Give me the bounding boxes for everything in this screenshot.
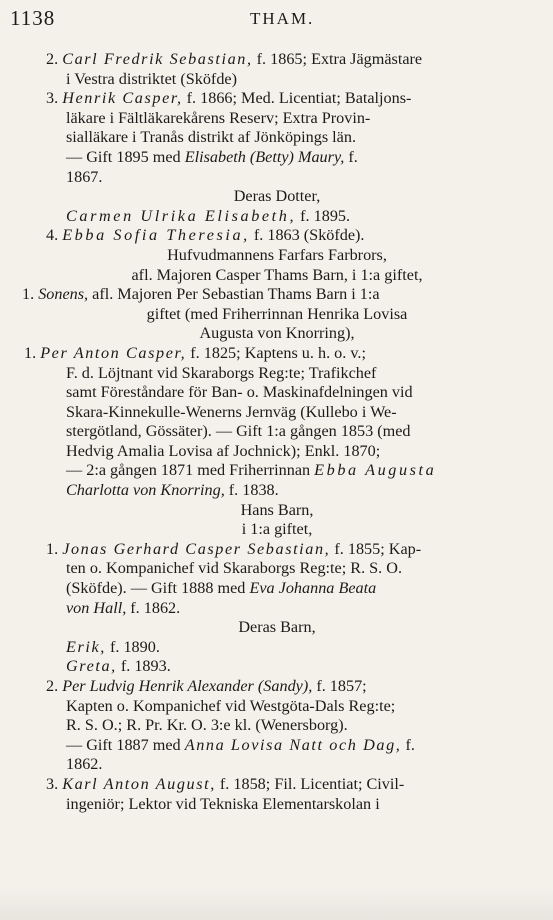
running-title: THAM. [250, 9, 315, 28]
section-heading: afl. Majoren Casper Thams Barn, i 1:a giftet, [131, 265, 423, 284]
person-name: Eva Johanna Beata [249, 579, 377, 598]
person-name: Sonens, [38, 285, 89, 304]
entry-line: 1. Jonas Gerhard Casper Sebastian, f. 1855; Kap- [46, 539, 422, 558]
entry-line: Carmen Ulrika Elisabeth, f. 1895. [66, 206, 351, 225]
person-name: Carl Fredrik Sebastian, [62, 50, 253, 68]
entry-line: Skara-Kinnekulle-Wenerns Jernväg (Kullebo i We- [66, 402, 397, 421]
person-name: Henrik Casper, [62, 89, 183, 108]
entry-line: Charlotta von Knorring, f. 1838. [66, 481, 279, 500]
entry-line: 1867. [66, 167, 103, 186]
page-number: 1138 [10, 6, 56, 30]
entry-line: Greta, f. 1893. [66, 657, 171, 676]
entry-line: i Vestra distriktet (Sköfde) [66, 69, 237, 88]
entry-line: von Hall, f. 1862. [66, 598, 181, 617]
entry-line: 2. Per Ludvig Henrik Alexander (Sandy), f. 1857; [46, 677, 367, 695]
entry-line: 4. Ebba Sofia Theresia, f. 1863 (Sköfde). [46, 226, 365, 245]
entry-line: 2. Carl Fredrik Sebastian, f. 1865; Extra Jägmästare [46, 50, 423, 68]
section-heading: Deras Barn, [238, 618, 316, 637]
section-heading: Hufvudmannens Farfars Farbrors, [167, 245, 387, 264]
entry-line: R. S. O.; R. Pr. Kr. O. 3:e kl. (Wenersborg). [66, 716, 348, 735]
entry-line: stergötland, Gössäter). — Gift 1:a gången 1853 (med [66, 422, 411, 441]
entry-line: giftet (med Friherrinnan Henrika Lovisa [146, 304, 408, 323]
person-name: Ebba Augusta [314, 461, 437, 480]
person-name: Per Anton Casper, [40, 343, 187, 362]
section-heading: Deras Dotter, [233, 187, 321, 206]
entry-line: 1862. [66, 755, 103, 774]
section-heading: Hans Barn, [240, 500, 314, 519]
page-bottom-edge [0, 888, 553, 920]
entry-line: — Gift 1895 med Elisabeth (Betty) Maury, f. [66, 147, 358, 166]
entry-line: 3. Henrik Casper, f. 1866; Med. Licentiat; Bataljons- [46, 89, 412, 108]
person-name: Per Ludvig Henrik Alexander (Sandy), [62, 677, 313, 695]
person-name: Elisabeth (Betty) Maury, [184, 147, 345, 166]
entry-line: — 2:a gången 1871 med Friherrinnan Ebba Augusta [66, 461, 437, 480]
entry-line: Augusta von Knorring), [199, 324, 355, 343]
entry-line: — Gift 1887 med Anna Lovisa Natt och Dag, f. [66, 735, 415, 754]
person-name: Ebba Sofia Theresia, [62, 226, 250, 245]
page-header [0, 6, 553, 32]
person-name: Anna Lovisa Natt och Dag, [184, 735, 402, 754]
entry-line: 1. Sonens, afl. Majoren Per Sebastian Thams Barn i 1:a [22, 285, 380, 304]
entry-line: F. d. Löjtnant vid Skaraborgs Reg:te; Trafikchef [66, 363, 377, 382]
entry-line: Erik, f. 1890. [66, 637, 160, 656]
entry-line: 3. Karl Anton August, f. 1858; Fil. Licentiat; Civil- [46, 774, 405, 793]
entry-line: Hedvig Amalia Lovisa af Jochnick); Enkl. 1870; [66, 441, 381, 460]
entry-line: samt Föreståndare för Ban- o. Maskinafdelningen vid [66, 383, 413, 402]
entry-line: (Sköfde). — Gift 1888 med Eva Johanna Beata [66, 579, 377, 598]
entry-line: ten o. Kompanichef vid Skaraborgs Reg:te; R. S. O. [66, 559, 402, 578]
entry-line: ingeniör; Lektor vid Tekniska Elementarskolan i [66, 794, 380, 813]
person-name: Carmen Ulrika Elisabeth, [66, 206, 297, 225]
person-name: Erik, [66, 637, 106, 656]
entry-line: 1. Per Anton Casper, f. 1825; Kaptens u. h. o. v.; [24, 343, 366, 362]
person-name: Greta, [66, 657, 117, 676]
entry-line: Kapten o. Kompanichef vid Westgöta-Dals Reg:te; [66, 696, 396, 715]
person-name: Karl Anton August, [62, 774, 216, 793]
person-name: Charlotta von Knorring, [66, 481, 225, 500]
person-name: Jonas Gerhard Casper Sebastian, [62, 539, 331, 558]
entry-line: sialläkare i Tranås distrikt af Jönköpings län. [66, 128, 356, 147]
section-heading: i 1:a giftet, [241, 520, 313, 539]
person-name: von Hall, [66, 598, 127, 617]
entry-line: läkare i Fältläkarekårens Reserv; Extra Provin- [66, 108, 371, 127]
genealogy-text [22, 50, 532, 814]
